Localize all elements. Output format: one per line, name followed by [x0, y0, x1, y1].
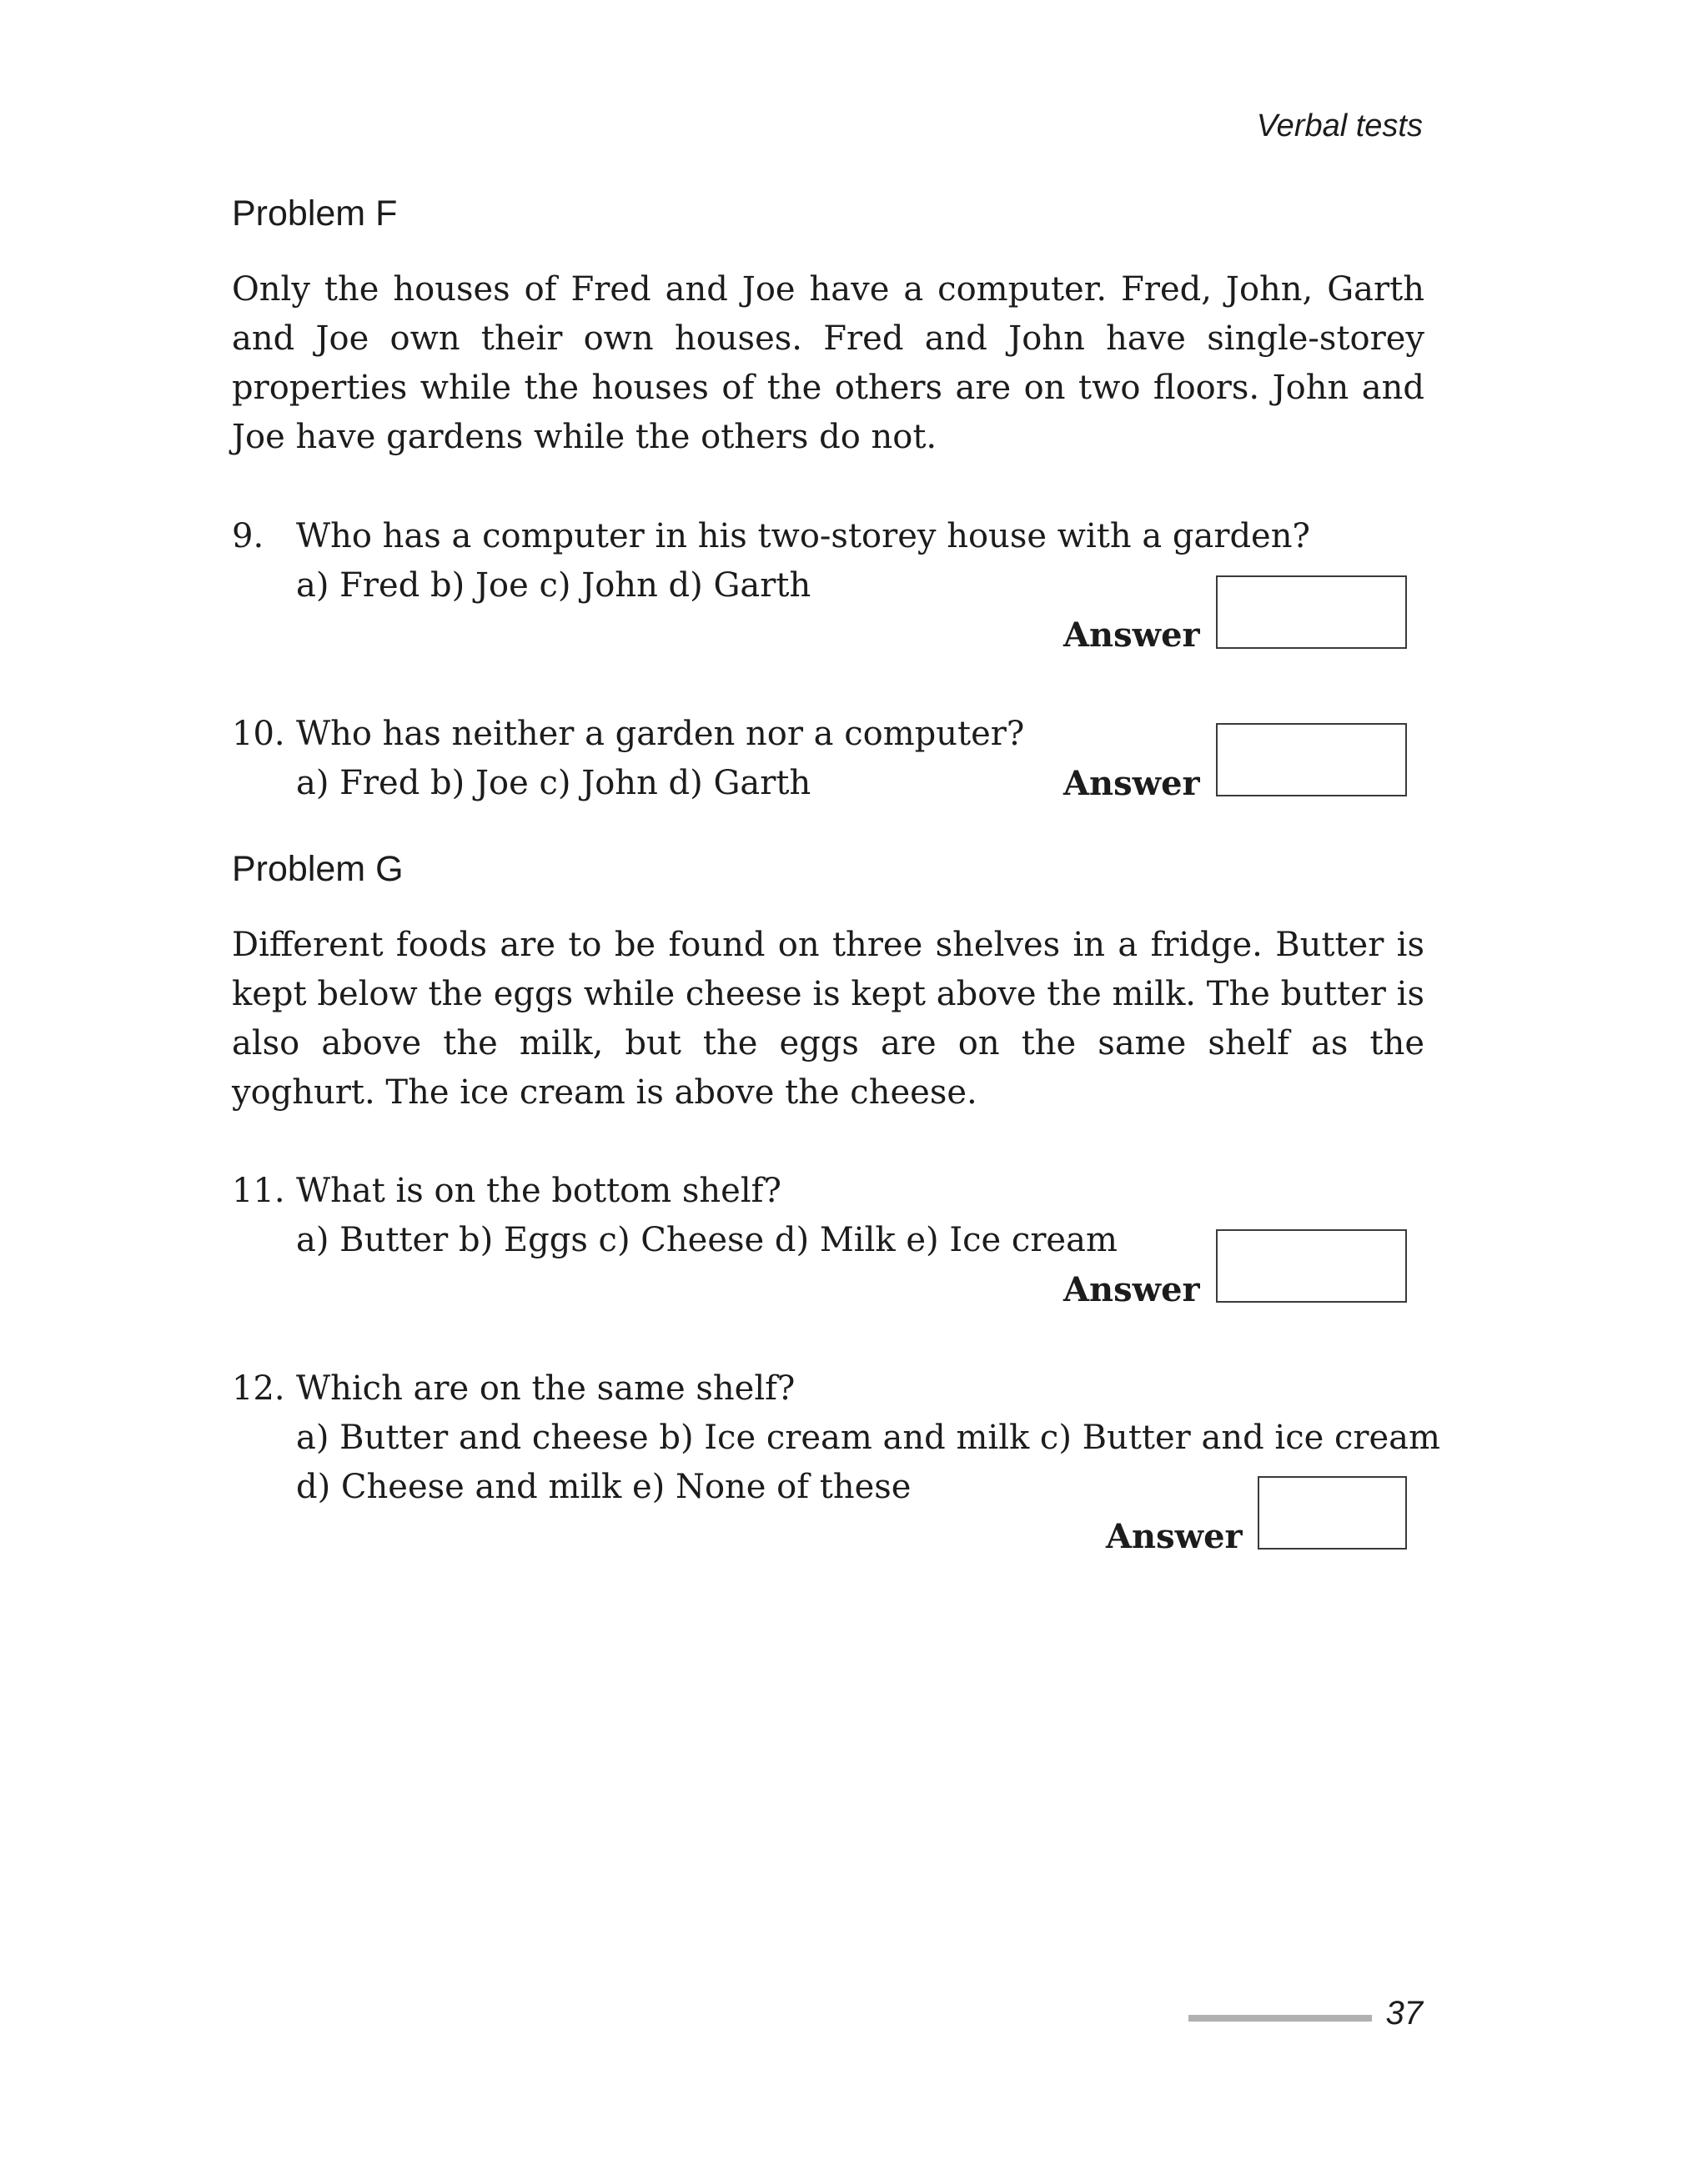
question-10-answer-box[interactable] — [1216, 723, 1407, 796]
question-9-text: Who has a computer in his two-storey house with a garden? — [296, 517, 1310, 555]
question-9-answer-label: Answer — [1063, 615, 1200, 655]
question-12-options-line-2: d) Cheese and milk e) None of these — [296, 1468, 912, 1506]
question-11-options: a) Butter b) Eggs c) Cheese d) Milk e) Ice cream — [296, 1221, 1118, 1259]
question-12-answer-label: Answer — [1106, 1517, 1243, 1556]
question-10-text: Who has neither a garden nor a computer? — [296, 715, 1025, 753]
running-head: Verbal tests — [1256, 108, 1423, 143]
question-12-number: 12. — [232, 1369, 285, 1408]
question-11-answer-box[interactable] — [1216, 1229, 1407, 1303]
problem-g-heading: Problem G — [232, 849, 404, 889]
page-number: 37 — [1385, 1995, 1423, 2032]
problem-f-heading: Problem F — [232, 193, 398, 234]
footer-rule — [1188, 2015, 1372, 2022]
problem-g-paragraph: Different foods are to be found on three shelves in a fridge. Butter is kept below the eggs while cheese is kept above the milk. The butter is also above the milk, but the eggs are on the same shelf as the yoghurt. The ice cream is above the cheese. — [232, 926, 1424, 1112]
question-9-answer-box[interactable] — [1216, 575, 1407, 649]
question-12-answer-box[interactable] — [1258, 1476, 1407, 1550]
question-10-options: a) Fred b) Joe c) John d) Garth — [296, 764, 811, 802]
question-10-number: 10. — [232, 715, 285, 753]
question-11-text: What is on the bottom shelf? — [296, 1172, 781, 1210]
question-9-number: 9. — [232, 517, 264, 555]
question-10-answer-label: Answer — [1063, 764, 1200, 803]
question-11-number: 11. — [232, 1172, 285, 1210]
question-11-answer-label: Answer — [1063, 1270, 1200, 1309]
problem-f-paragraph: Only the houses of Fred and Joe have a computer. Fred, John, Garth and Joe own their own houses. Fred and John have single-storey properties while the houses of the others are on two floors. John and Joe have gardens while the others do not. — [232, 270, 1424, 456]
question-12-text: Which are on the same shelf? — [296, 1369, 796, 1408]
question-9-options: a) Fred b) Joe c) John d) Garth — [296, 566, 811, 605]
question-12-options-line-1: a) Butter and cheese b) Ice cream and milk c) Butter and ice cream — [296, 1419, 1440, 1457]
